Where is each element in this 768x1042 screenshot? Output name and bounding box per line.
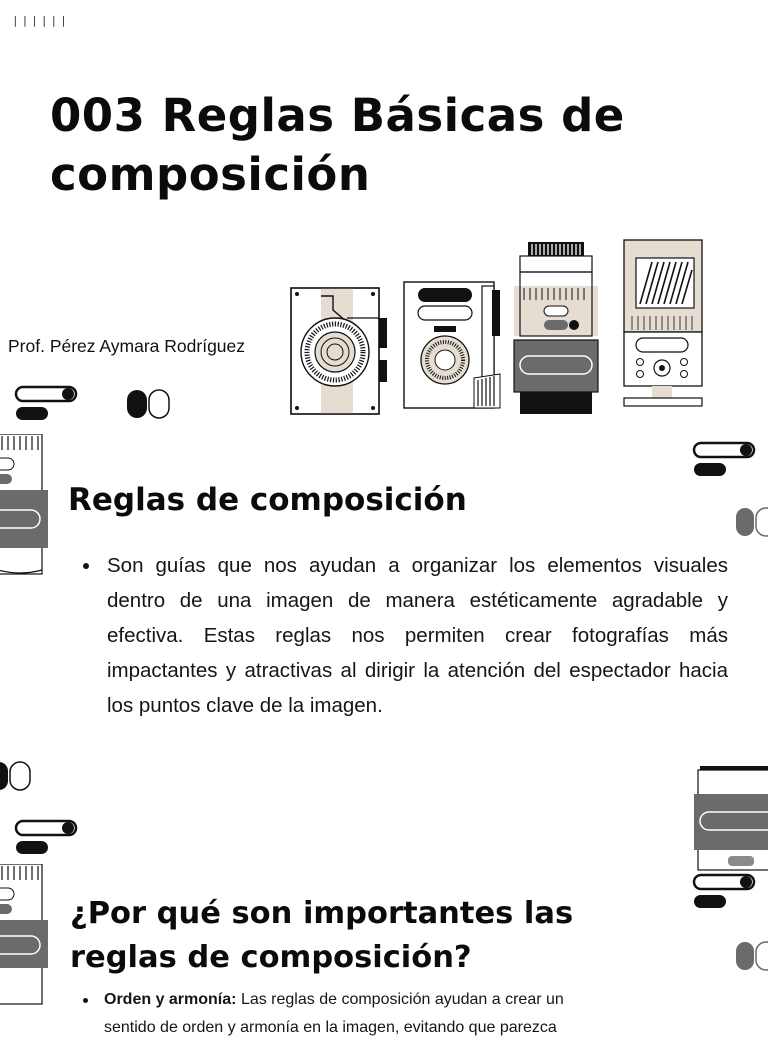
camera-front-illustration	[404, 282, 500, 408]
pill-icon	[734, 940, 768, 972]
tick-marks-decoration: ||||||	[12, 14, 70, 27]
bullet-term: Orden y armonía:	[104, 991, 237, 1008]
toggle-switch-icon	[692, 440, 758, 480]
camera-telephoto-illustration	[514, 242, 598, 414]
camera-illustrations	[288, 236, 708, 416]
camera-edge-decoration	[692, 764, 768, 874]
list-item	[104, 986, 704, 1042]
camera-lens-illustration	[291, 288, 387, 414]
camera-edge-decoration	[0, 434, 48, 578]
bullet-text-continued: sentido de orden y armonía en la imagen, evitando que parezca	[104, 1019, 557, 1036]
toggle-switch-icon	[14, 818, 80, 858]
pill-icon	[0, 760, 36, 794]
section-heading-importancia: ¿Por qué son importantes las reglas de composición?	[70, 896, 574, 975]
page-title: 003 Reglas Básicas de composición	[50, 89, 625, 201]
pill-icon	[125, 388, 173, 420]
bullet-text: Las reglas de composición ayudan a crear un	[240, 991, 564, 1008]
author-name: Prof. Pérez Aymara Rodríguez	[8, 336, 246, 356]
pill-icon	[734, 506, 768, 538]
toggle-switch-icon	[692, 872, 758, 912]
section-heading-reglas: Reglas de composición	[68, 482, 467, 518]
importance-bullet-list	[78, 986, 704, 1042]
camera-rangefinder-illustration	[624, 240, 702, 406]
section-bullet-list	[78, 548, 728, 723]
list-item: Son guías que nos ayudan a organizar los elementos visuales dentro de una imagen de manera estéticamente agradable y efectiva. Estas reglas nos permiten crear fotografías más impactantes y atractivas al dirigir la atención del espectador hacia los puntos clave de la imagen.	[107, 548, 728, 723]
toggle-switch-icon	[14, 384, 80, 424]
camera-edge-decoration	[0, 864, 48, 1008]
